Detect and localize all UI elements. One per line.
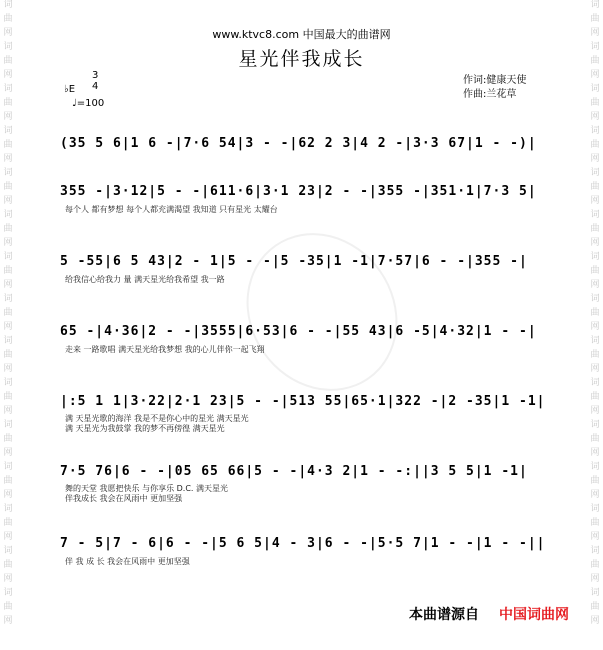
lyrics-line: 每个人 都有梦想 每个人都充满渴望 我知道 只有星光 太耀台 (65, 205, 278, 214)
side-mark-char: 曲 (3, 182, 13, 192)
side-mark-char: 网 (590, 574, 600, 584)
side-mark-char: 词 (590, 504, 600, 514)
side-mark-char: 曲 (590, 56, 600, 66)
side-mark-char: 词 (590, 42, 600, 52)
side-mark-char: 网 (590, 364, 600, 374)
side-mark-char: 网 (590, 28, 600, 38)
side-mark-char: 网 (3, 322, 13, 332)
side-mark-char: 词 (3, 378, 13, 388)
site-header: www.ktvc8.com 中国最大的曲谱网 (212, 28, 391, 41)
side-mark-char: 曲 (590, 140, 600, 150)
side-mark-char: 词 (3, 420, 13, 430)
lyrics-line: 满 天星光为我鼓掌 我的梦不再傍徨 满天星光 (65, 424, 225, 433)
side-mark-char: 曲 (590, 350, 600, 360)
notes-line: 355 -|3·12|5 - -|611·6|3·1 23|2 - -|355 -|351·1|7·3 5| (60, 184, 537, 199)
side-mark-char: 词 (590, 462, 600, 472)
side-mark-char: 网 (3, 280, 13, 290)
side-mark-char: 词 (590, 546, 600, 556)
side-mark-char: 网 (590, 616, 600, 626)
side-mark-char: 词 (3, 210, 13, 220)
side-mark-char: 词 (3, 462, 13, 472)
side-mark-char: 网 (590, 490, 600, 500)
side-mark-char: 词 (3, 252, 13, 262)
side-mark-char: 曲 (3, 56, 13, 66)
time-signature: 3 4 (92, 70, 99, 92)
side-mark-char: 曲 (590, 182, 600, 192)
side-mark-char: 网 (590, 448, 600, 458)
side-mark-char: 曲 (3, 560, 13, 570)
side-mark-char: 网 (3, 490, 13, 500)
side-mark-char: 网 (590, 406, 600, 416)
side-mark-char: 词 (590, 84, 600, 94)
side-mark-char: 曲 (590, 266, 600, 276)
side-mark-char: 词 (3, 0, 13, 10)
side-mark-char: 曲 (3, 602, 13, 612)
side-mark-char: 曲 (590, 518, 600, 528)
side-mark-char: 曲 (590, 434, 600, 444)
side-mark-char: 网 (3, 364, 13, 374)
side-mark-char: 词 (590, 210, 600, 220)
side-mark-char: 曲 (3, 140, 13, 150)
side-mark-char: 曲 (3, 308, 13, 318)
side-watermark-left (1, 0, 15, 650)
lyrics-line: 伴我成长 我会在风雨中 更加坚强 (65, 494, 183, 503)
side-mark-char: 曲 (3, 224, 13, 234)
notes-line: (35 5 6|1 6 -|7·6 54|3 - -|62 2 3|4 2 -|3·3 67|1 - -)| (60, 136, 537, 151)
credits (463, 74, 526, 102)
notes-line: 65 -|4·36|2 - -|3555|6·53|6 - -|55 43|6 -5|4·32|1 - -| (60, 324, 537, 339)
side-mark-char: 网 (590, 154, 600, 164)
side-mark-char: 曲 (3, 476, 13, 486)
footer-source: 本曲谱源自 (409, 607, 479, 623)
side-mark-char: 词 (3, 126, 13, 136)
side-mark-char: 曲 (590, 14, 600, 24)
side-mark-char: 网 (3, 616, 13, 626)
side-mark-char: 网 (590, 280, 600, 290)
footer-credit (409, 604, 569, 624)
side-mark-char: 曲 (590, 308, 600, 318)
side-mark-char: 词 (3, 168, 13, 178)
side-mark-char: 曲 (590, 392, 600, 402)
composer: 作曲:兰花草 (463, 89, 517, 100)
lyrics-line: 给我信心给我力 量 满天星光给我希望 我一路 (65, 275, 225, 284)
side-mark-char: 网 (590, 322, 600, 332)
side-mark-char: 词 (3, 546, 13, 556)
side-mark-char: 网 (3, 154, 13, 164)
lyrics-line: 伴 我 成 长 我会在风雨中 更加坚强 (65, 557, 190, 566)
side-mark-char: 词 (590, 168, 600, 178)
side-mark-char: 词 (3, 588, 13, 598)
side-mark-char: 曲 (590, 476, 600, 486)
side-mark-char: 网 (3, 406, 13, 416)
side-mark-char: 网 (3, 532, 13, 542)
side-mark-char: 曲 (590, 602, 600, 612)
side-mark-char: 曲 (590, 560, 600, 570)
side-mark-char: 网 (3, 196, 13, 206)
notes-line: 7·5 76|6 - -|05 65 66|5 - -|4·3 2|1 - -:||3 5 5|1 -1| (60, 464, 528, 479)
side-mark-char: 曲 (3, 392, 13, 402)
notes-line: |:5 1 1|3·22|2·1 23|5 - -|513 55|65·1|322 -|2 -35|1 -1| (60, 394, 546, 409)
side-mark-char: 网 (590, 196, 600, 206)
side-mark-char: 曲 (3, 350, 13, 360)
side-mark-char: 词 (590, 0, 600, 10)
side-mark-char: 曲 (3, 434, 13, 444)
side-mark-char: 词 (3, 84, 13, 94)
side-mark-char: 词 (590, 336, 600, 346)
tempo-bpm: ♩=100 (72, 98, 105, 109)
side-mark-char: 曲 (590, 98, 600, 108)
side-mark-char: 曲 (3, 14, 13, 24)
notes-line: 7 - 5|7 - 6|6 - -|5 6 5|4 - 3|6 - -|5·5 7|1 - -|1 - -|| (60, 536, 546, 551)
side-mark-char: 曲 (3, 98, 13, 108)
side-mark-char: 网 (3, 112, 13, 122)
song-title: 星光伴我成长 (238, 48, 365, 70)
lyrics-line: 舞的天堂 我愿把快乐 与你享乐 D.C. 满天星光 (65, 484, 229, 493)
background-watermark (216, 204, 428, 421)
side-mark-char: 网 (3, 448, 13, 458)
side-mark-char: 词 (590, 588, 600, 598)
side-mark-char: 词 (3, 504, 13, 514)
side-mark-char: 曲 (3, 518, 13, 528)
side-mark-char: 网 (3, 238, 13, 248)
side-mark-char: 网 (590, 70, 600, 80)
side-mark-char: 网 (590, 112, 600, 122)
side-mark-char: 网 (3, 70, 13, 80)
side-mark-char: 曲 (590, 224, 600, 234)
side-mark-char: 词 (590, 252, 600, 262)
lyrics-line: 满 天星光歌的海洋 我是不是你心中的星光 满天星光 (65, 414, 249, 423)
side-mark-char: 词 (3, 294, 13, 304)
lyrics-line: 走来 一路歌唱 满天星光给我梦想 我的心儿伴你一起飞翔 (65, 345, 265, 354)
side-mark-char: 曲 (3, 266, 13, 276)
lyricist: 作词:健康天使 (463, 75, 527, 86)
footer-site-link[interactable]: 中国词曲网 (499, 607, 569, 623)
side-mark-char: 词 (590, 294, 600, 304)
side-mark-char: 词 (590, 420, 600, 430)
key-signature: ♭E (64, 84, 76, 95)
side-mark-char: 网 (590, 532, 600, 542)
side-mark-char: 词 (3, 42, 13, 52)
side-mark-char: 词 (3, 336, 13, 346)
notes-line: 5 -55|6 5 43|2 - 1|5 - -|5 -35|1 -1|7·57|6 - -|355 -| (60, 254, 528, 269)
side-mark-char: 词 (590, 126, 600, 136)
side-mark-char: 网 (3, 28, 13, 38)
side-mark-char: 网 (3, 574, 13, 584)
side-watermark-right (588, 0, 602, 650)
side-mark-char: 网 (590, 238, 600, 248)
side-mark-char: 词 (590, 378, 600, 388)
